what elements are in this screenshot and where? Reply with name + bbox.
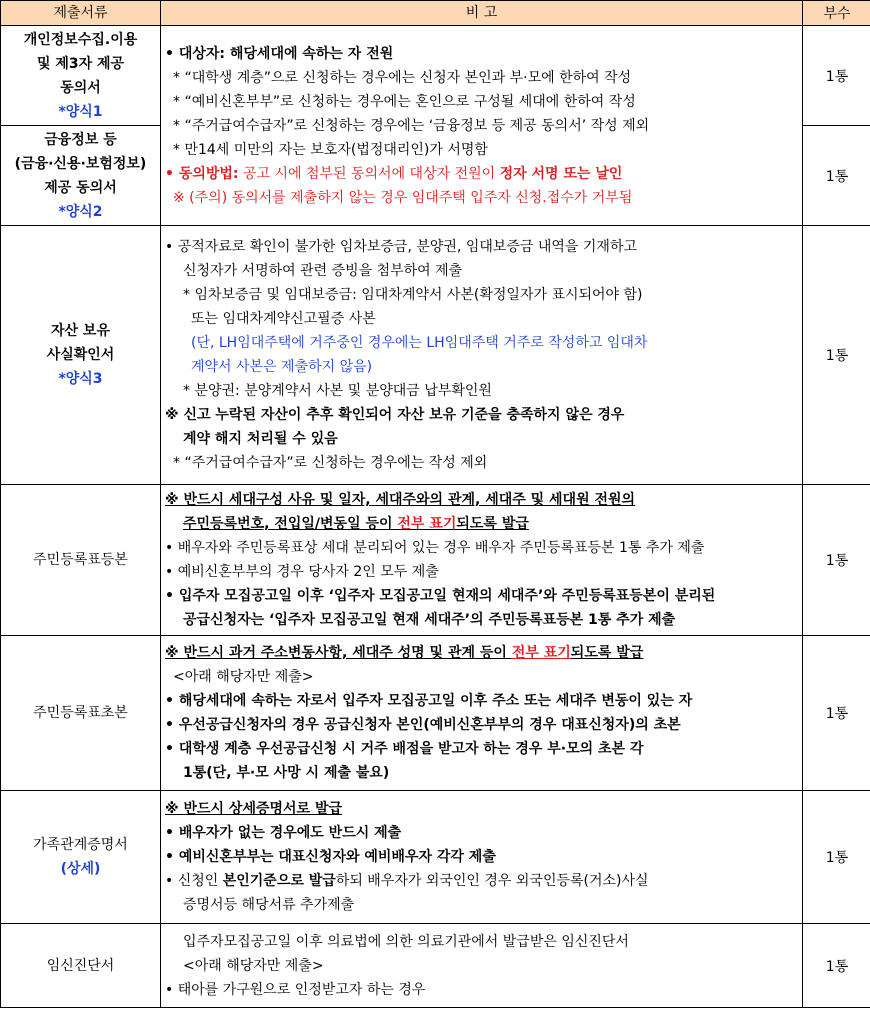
- note-line: 계약 해지 처리될 수 있음: [183, 431, 338, 447]
- note-segment: 되도록 발급: [570, 645, 644, 661]
- count-cell: 1통: [803, 791, 870, 924]
- note-segment: ※ 반드시 과거 주소변동사항, 세대주 성명 및 관계 등이: [165, 645, 512, 661]
- note-line: • 배우자가 없는 경우에도 반드시 제출: [165, 825, 402, 841]
- count-cell: 1통: [803, 924, 870, 1008]
- doc-title-line: (금융·신용·보험정보): [14, 155, 147, 172]
- doc-cell: [1, 26, 161, 126]
- table-row: [1, 226, 870, 485]
- note-line: <아래 해당자만 제출>: [173, 669, 314, 685]
- note-segment: 하되 배우자가 외국인인 경우 외국인등록(거소)사실: [335, 873, 649, 889]
- note-line: * 임차보증금 및 임대보증금: 임대차계약서 사본(확정일자가 표시되어야 함): [183, 287, 643, 303]
- note-line: * “예비신혼부부”로 신청하는 경우에는 혼인으로 구성될 세대에 한하여 작성: [173, 93, 636, 110]
- notes-cell: [161, 226, 803, 485]
- note-line: (단, LH임대주택에 거주중인 경우에는 LH임대주택 거주로 작성하고 임대차: [191, 335, 648, 351]
- note-line: * “대학생 계층”으로 신청하는 경우에는 신청자 본인과 부·모에 한하여 작성: [173, 69, 632, 86]
- count-cell: 1통: [803, 226, 870, 485]
- note-line: • 해당세대에 속하는 자로서 입주자 모집공고일 이후 주소 또는 세대주 변동이 있는 자: [165, 693, 693, 709]
- note-segment: 공고 시에 첨부된 동의서에 대상자 전원이: [238, 165, 500, 182]
- note-line: • 배우자와 주민등록표상 세대 분리되어 있는 경우 배우자 주민등록표등본 1통 추가 제출: [165, 540, 705, 556]
- form-ref: (상세): [60, 861, 101, 877]
- note-line: 공급신청자는 ‘입주자 모집공고일 현재 세대주’의 주민등록표등본 1통 추가 제출: [183, 612, 676, 628]
- table-row: [1, 485, 870, 636]
- note-segment: • 신청인: [165, 873, 223, 889]
- note-line: ※ (주의) 동의서를 제출하지 않는 경우 임대주택 입주자 신청.접수가 거부됨: [173, 189, 633, 206]
- note-line: 1통(단, 부·모 사망 시 제출 불요): [183, 765, 390, 781]
- header-notes: 비 고: [161, 1, 803, 26]
- doc-cell: 임신진단서: [1, 924, 161, 1008]
- note-line: * 분양권: 분양계약서 사본 및 분양대금 납부확인원: [183, 383, 492, 399]
- note-segment: 전부 표기: [397, 516, 457, 532]
- note-line: ※ 반드시 상세증명서로 발급: [165, 801, 342, 817]
- doc-title-line: 사실확인서: [46, 347, 115, 363]
- table-row: [1, 26, 870, 126]
- note-line: • 대학생 계층 우선공급신청 시 거주 배점을 받고자 하는 경우 부·모의 초본 각: [165, 741, 644, 757]
- note-line: <아래 해당자만 제출>: [183, 957, 324, 974]
- note-line: • 우선공급신청자의 경우 공급신청자 본인(예비신혼부부의 경우 대표신청자)의 초본: [165, 717, 681, 733]
- doc-title-line: 자산 보유: [51, 323, 110, 339]
- note-line: • 예비신혼부부는 대표신청자와 예비배우자 각각 제출: [165, 849, 496, 865]
- table-row: [1, 924, 870, 1008]
- note-line: 증명서등 해당서류 추가제출: [183, 897, 355, 913]
- doc-title-line: 및 제3자 제공: [36, 55, 125, 72]
- doc-title-line: 개인정보수집.이용: [23, 31, 138, 48]
- count-cell: 1통: [803, 126, 870, 226]
- note-line: ※ 반드시 세대구성 사유 및 일자, 세대주와의 관계, 세대주 및 세대원 전원의: [165, 492, 636, 508]
- count-cell: 1통: [803, 26, 870, 126]
- notes-cell: [161, 26, 803, 226]
- notes-cell: [161, 924, 803, 1008]
- note-segment: 되도록 발급: [456, 516, 529, 532]
- doc-title-line: 가족관계증명서: [33, 837, 128, 853]
- note-line: * 만14세 미만의 자는 보호자(법정대리인)가 서명함: [173, 141, 488, 158]
- table-row: [1, 791, 870, 924]
- note-line: 또는 임대차계약신고필증 사본: [191, 311, 376, 327]
- form-ref: *양식2: [58, 203, 103, 220]
- count-cell: 1통: [803, 636, 870, 791]
- note-segment: 전부 표기: [511, 645, 571, 661]
- notes-cell: [161, 791, 803, 924]
- note-segment: 정자 서명 또는 날인: [499, 165, 623, 182]
- header-doc: 제출서류: [1, 1, 161, 26]
- notes-cell: [161, 485, 803, 636]
- header-row: [1, 1, 870, 26]
- notes-cell: [161, 636, 803, 791]
- header-count: 부수: [803, 1, 870, 26]
- table-row: [1, 636, 870, 791]
- note-line: • 태아를 가구원으로 인정받고자 하는 경우: [165, 981, 426, 998]
- note-line: 신청자가 서명하여 관련 증빙을 첨부하여 제출: [183, 263, 463, 279]
- note-segment: 본인기준으로 발급: [222, 873, 336, 889]
- doc-title-line: 금융정보 등: [44, 131, 117, 148]
- doc-cell: [1, 126, 161, 226]
- note-line: • 입주자 모집공고일 이후 ‘입주자 모집공고일 현재의 세대주’와 주민등록표등본이 분리된: [165, 588, 716, 604]
- note-line: [165, 162, 800, 186]
- note-segment: • 동의방법:: [165, 165, 239, 182]
- note-segment: 주민등록번호, 전입일/변동일 등이: [183, 516, 398, 532]
- form-ref: *양식1: [58, 103, 103, 120]
- doc-cell: [1, 791, 161, 924]
- note-line: • 대상자: 해당세대에 속하는 자 전원: [165, 45, 394, 62]
- count-cell: 1통: [803, 485, 870, 636]
- note-line: • 공적자료로 확인이 불가한 임차보증금, 분양권, 임대보증금 내역을 기재하고: [165, 239, 638, 255]
- note-line: * “주거급여수급자”로 신청하는 경우에는 ‘금융정보 등 제공 동의서’ 작성 제외: [173, 117, 650, 134]
- note-line: [165, 512, 800, 536]
- doc-title-line: 제공 동의서: [44, 179, 117, 196]
- doc-cell: 주민등록표초본: [1, 636, 161, 791]
- note-line: * “주거급여수급자”로 신청하는 경우에는 작성 제외: [173, 455, 488, 471]
- note-line: 입주자모집공고일 이후 의료법에 의한 의료기관에서 발급받은 임신진단서: [183, 933, 629, 950]
- note-line: [165, 641, 800, 665]
- note-line: [165, 869, 800, 893]
- note-line: ※ 신고 누락된 자산이 추후 확인되어 자산 보유 기준을 충족하지 않은 경우: [165, 407, 625, 423]
- form-ref: *양식3: [58, 371, 103, 387]
- doc-title-line: 동의서: [60, 79, 101, 96]
- note-line: • 예비신혼부부의 경우 당사자 2인 모두 제출: [165, 564, 439, 580]
- doc-cell: [1, 226, 161, 485]
- doc-cell: 주민등록표등본: [1, 485, 161, 636]
- note-line: 계약서 사본은 제출하지 않음): [191, 359, 373, 375]
